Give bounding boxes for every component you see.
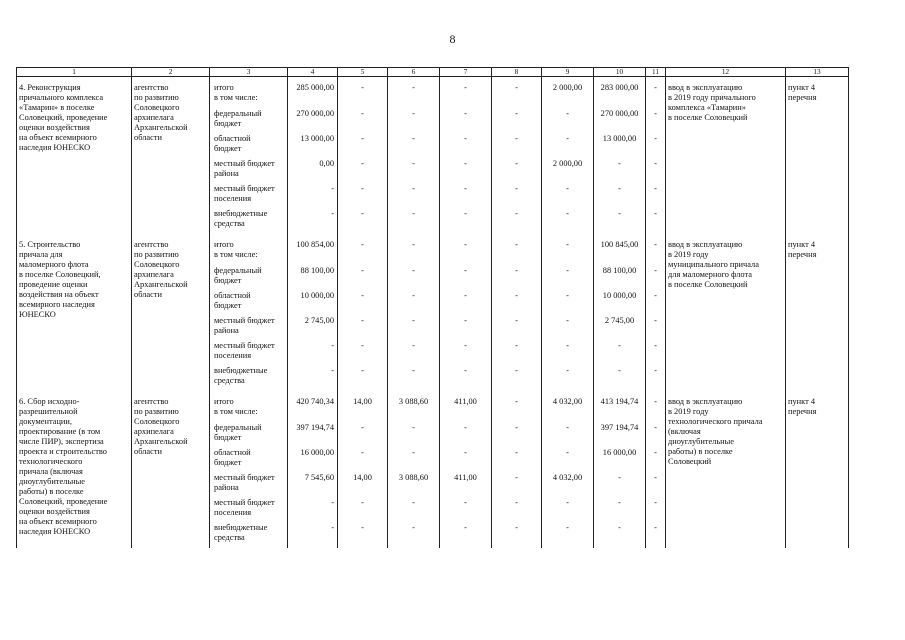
source-label: областной бюджет xyxy=(210,134,288,159)
list-item-ref: пункт 4 перечня xyxy=(786,234,849,391)
value-cell: - xyxy=(542,423,594,448)
empty-cell xyxy=(542,93,594,109)
value-cell: - xyxy=(646,234,666,250)
empty-cell xyxy=(440,407,492,423)
value-cell: 10 000,00 xyxy=(288,291,338,316)
value-cell: - xyxy=(440,341,492,366)
value-cell: - xyxy=(646,316,666,341)
value-cell: - xyxy=(288,184,338,209)
value-cell: - xyxy=(338,366,388,391)
value-cell: - xyxy=(542,266,594,291)
source-label: итого xyxy=(210,391,288,407)
empty-cell xyxy=(492,407,542,423)
value-cell: - xyxy=(492,523,542,548)
value-cell: - xyxy=(338,266,388,291)
value-cell: - xyxy=(492,341,542,366)
responsible-agency: агентство по развитию Соловецкого архипелага Архангельской области xyxy=(132,234,210,391)
col-header: 13 xyxy=(786,68,849,77)
value-cell: - xyxy=(388,266,440,291)
value-cell: - xyxy=(492,366,542,391)
program-table xyxy=(16,67,849,548)
value-cell: - xyxy=(646,523,666,548)
col-header: 10 xyxy=(594,68,646,77)
value-cell: - xyxy=(338,234,388,250)
source-label: местный бюджет района xyxy=(210,159,288,184)
value-cell: 3 088,60 xyxy=(388,391,440,407)
value-cell: - xyxy=(492,234,542,250)
col-header: 2 xyxy=(132,68,210,77)
value-cell: - xyxy=(492,498,542,523)
responsible-agency: агентство по развитию Соловецкого архипелага Архангельской области xyxy=(132,77,210,235)
value-cell: - xyxy=(288,366,338,391)
value-cell: - xyxy=(492,109,542,134)
value-cell: - xyxy=(338,423,388,448)
value-cell: - xyxy=(646,159,666,184)
col-header: 12 xyxy=(666,68,786,77)
col-header: 11 xyxy=(646,68,666,77)
value-cell: - xyxy=(388,109,440,134)
col-header: 1 xyxy=(17,68,132,77)
value-cell: - xyxy=(646,134,666,159)
value-cell: - xyxy=(542,209,594,234)
empty-cell xyxy=(288,93,338,109)
value-cell: - xyxy=(492,134,542,159)
value-cell: 413 194,74 xyxy=(594,391,646,407)
value-cell: 13 000,00 xyxy=(288,134,338,159)
col-header: 3 xyxy=(210,68,288,77)
value-cell: - xyxy=(646,423,666,448)
project-name: 4. Реконструкция причального комплекса «Тамарин» в поселке Соловецкий, проведение оценки воздействия на объект всемирного наследия ЮНЕСКО xyxy=(17,77,132,235)
project-name: 6. Сбор исходно- разрешительной документации, проектирование (в том числе ПИР), экспертиза проекта и строительство технологического причала (включая дноуглубительные работы) в поселке Соловецкий, проведение оценки воздействия на объект всемирного наследия ЮНЕСКО xyxy=(17,391,132,548)
value-cell: - xyxy=(288,341,338,366)
including-label: в том числе: xyxy=(210,250,288,266)
column-number-row xyxy=(17,68,849,77)
value-cell: - xyxy=(388,366,440,391)
value-cell: - xyxy=(492,184,542,209)
value-cell: 88 100,00 xyxy=(594,266,646,291)
value-cell: 13 000,00 xyxy=(594,134,646,159)
responsible-agency: агентство по развитию Соловецкого архипелага Архангельской области xyxy=(132,391,210,548)
empty-cell xyxy=(594,407,646,423)
value-cell: - xyxy=(388,341,440,366)
col-header: 6 xyxy=(388,68,440,77)
value-cell: 285 000,00 xyxy=(288,77,338,94)
empty-cell xyxy=(338,250,388,266)
value-cell: - xyxy=(440,316,492,341)
value-cell: 397 194,74 xyxy=(288,423,338,448)
value-cell: 100 845,00 xyxy=(594,234,646,250)
empty-cell xyxy=(646,250,666,266)
including-label: в том числе: xyxy=(210,93,288,109)
value-cell: - xyxy=(646,341,666,366)
value-cell: - xyxy=(388,77,440,94)
source-label: федеральный бюджет xyxy=(210,266,288,291)
empty-cell xyxy=(594,93,646,109)
value-cell: - xyxy=(594,366,646,391)
value-cell: - xyxy=(338,448,388,473)
value-cell: - xyxy=(492,266,542,291)
value-cell: - xyxy=(646,498,666,523)
source-label: внебюджетные средства xyxy=(210,523,288,548)
value-cell: - xyxy=(542,523,594,548)
value-cell: 16 000,00 xyxy=(288,448,338,473)
value-cell: 2 000,00 xyxy=(542,77,594,94)
value-cell: - xyxy=(646,473,666,498)
value-cell: 411,00 xyxy=(440,473,492,498)
value-cell: 420 740,34 xyxy=(288,391,338,407)
value-cell: - xyxy=(388,134,440,159)
value-cell: 4 032,00 xyxy=(542,391,594,407)
value-cell: - xyxy=(338,316,388,341)
value-cell: - xyxy=(388,184,440,209)
value-cell: - xyxy=(440,523,492,548)
empty-cell xyxy=(542,407,594,423)
including-label: в том числе: xyxy=(210,407,288,423)
value-cell: - xyxy=(338,184,388,209)
value-cell: - xyxy=(288,209,338,234)
value-cell: - xyxy=(594,184,646,209)
value-cell: - xyxy=(440,134,492,159)
value-cell: - xyxy=(492,291,542,316)
value-cell: - xyxy=(440,159,492,184)
value-cell: - xyxy=(440,423,492,448)
value-cell: - xyxy=(440,266,492,291)
value-cell: - xyxy=(492,473,542,498)
source-label: итого xyxy=(210,234,288,250)
value-cell: - xyxy=(338,341,388,366)
value-cell: 411,00 xyxy=(440,391,492,407)
value-cell: - xyxy=(388,209,440,234)
value-cell: - xyxy=(542,366,594,391)
project-total-row xyxy=(17,391,849,407)
empty-cell xyxy=(388,250,440,266)
value-cell: 7 545,60 xyxy=(288,473,338,498)
page-number: 8 xyxy=(449,32,456,46)
value-cell: 100 854,00 xyxy=(288,234,338,250)
value-cell: - xyxy=(338,134,388,159)
value-cell: - xyxy=(542,109,594,134)
value-cell: - xyxy=(388,316,440,341)
value-cell: - xyxy=(338,523,388,548)
value-cell: 88 100,00 xyxy=(288,266,338,291)
empty-cell xyxy=(440,250,492,266)
value-cell: 10 000,00 xyxy=(594,291,646,316)
value-cell: - xyxy=(646,184,666,209)
value-cell: - xyxy=(492,159,542,184)
source-label: итого xyxy=(210,77,288,94)
value-cell: - xyxy=(646,291,666,316)
value-cell: 16 000,00 xyxy=(594,448,646,473)
empty-cell xyxy=(338,407,388,423)
value-cell: 0,00 xyxy=(288,159,338,184)
source-label: областной бюджет xyxy=(210,291,288,316)
value-cell: - xyxy=(594,341,646,366)
value-cell: - xyxy=(492,316,542,341)
value-cell: 4 032,00 xyxy=(542,473,594,498)
value-cell: - xyxy=(646,266,666,291)
value-cell: - xyxy=(388,291,440,316)
value-cell: 283 000,00 xyxy=(594,77,646,94)
col-header: 9 xyxy=(542,68,594,77)
list-item-ref: пункт 4 перечня xyxy=(786,77,849,235)
empty-cell xyxy=(338,93,388,109)
value-cell: - xyxy=(646,391,666,407)
empty-cell xyxy=(288,407,338,423)
value-cell: 397 194,74 xyxy=(594,423,646,448)
value-cell: - xyxy=(338,498,388,523)
value-cell: 2 745,00 xyxy=(594,316,646,341)
source-label: областной бюджет xyxy=(210,448,288,473)
empty-cell xyxy=(388,93,440,109)
value-cell: - xyxy=(338,209,388,234)
project-total-row xyxy=(17,234,849,250)
value-cell: - xyxy=(338,291,388,316)
empty-cell xyxy=(388,407,440,423)
value-cell: - xyxy=(542,448,594,473)
value-cell: - xyxy=(440,209,492,234)
source-label: внебюджетные средства xyxy=(210,366,288,391)
value-cell: - xyxy=(492,209,542,234)
value-cell: 3 088,60 xyxy=(388,473,440,498)
value-cell: - xyxy=(542,341,594,366)
source-label: местный бюджет района xyxy=(210,316,288,341)
value-cell: - xyxy=(542,184,594,209)
value-cell: - xyxy=(338,77,388,94)
value-cell: - xyxy=(646,366,666,391)
empty-cell xyxy=(594,250,646,266)
value-cell: - xyxy=(388,423,440,448)
expected-result: ввод в эксплуатацию в 2019 году муниципального причала для маломерного флота в поселке Соловецкий xyxy=(666,234,786,391)
value-cell: - xyxy=(594,473,646,498)
value-cell: 14,00 xyxy=(338,473,388,498)
value-cell: - xyxy=(440,498,492,523)
source-label: федеральный бюджет xyxy=(210,423,288,448)
value-cell: 2 000,00 xyxy=(542,159,594,184)
value-cell: - xyxy=(440,109,492,134)
value-cell: - xyxy=(646,77,666,94)
value-cell: - xyxy=(542,498,594,523)
col-header: 7 xyxy=(440,68,492,77)
value-cell: - xyxy=(388,448,440,473)
source-label: местный бюджет поселения xyxy=(210,184,288,209)
value-cell: - xyxy=(388,234,440,250)
value-cell: - xyxy=(288,523,338,548)
value-cell: - xyxy=(440,234,492,250)
value-cell: - xyxy=(594,498,646,523)
value-cell: - xyxy=(440,77,492,94)
value-cell: - xyxy=(542,316,594,341)
col-header: 4 xyxy=(288,68,338,77)
empty-cell xyxy=(492,250,542,266)
expected-result: ввод в эксплуатацию в 2019 году технологического причала (включая дноуглубительные работы) в поселке Соловецкий xyxy=(666,391,786,548)
value-cell: - xyxy=(594,209,646,234)
value-cell: - xyxy=(388,498,440,523)
project-name: 5. Строительство причала для маломерного флота в поселке Соловецкий, проведение оценки воздействия на объект всемирного наследия ЮНЕСКО xyxy=(17,234,132,391)
value-cell: - xyxy=(542,134,594,159)
value-cell: - xyxy=(388,523,440,548)
value-cell: - xyxy=(440,366,492,391)
value-cell: 2 745,00 xyxy=(288,316,338,341)
value-cell: - xyxy=(646,448,666,473)
value-cell: 270 000,00 xyxy=(594,109,646,134)
empty-cell xyxy=(542,250,594,266)
value-cell: - xyxy=(646,209,666,234)
value-cell: - xyxy=(440,184,492,209)
value-cell: - xyxy=(646,109,666,134)
expected-result: ввод в эксплуатацию в 2019 году причального комплекса «Тамарин» в поселке Соловецкий xyxy=(666,77,786,235)
empty-cell xyxy=(492,93,542,109)
value-cell: - xyxy=(492,448,542,473)
value-cell: 14,00 xyxy=(338,391,388,407)
value-cell: - xyxy=(542,234,594,250)
source-label: местный бюджет поселения xyxy=(210,341,288,366)
col-header: 8 xyxy=(492,68,542,77)
source-label: федеральный бюджет xyxy=(210,109,288,134)
empty-cell xyxy=(646,407,666,423)
value-cell: - xyxy=(440,291,492,316)
value-cell: - xyxy=(492,391,542,407)
source-label: внебюджетные средства xyxy=(210,209,288,234)
source-label: местный бюджет поселения xyxy=(210,498,288,523)
value-cell: - xyxy=(594,523,646,548)
value-cell: - xyxy=(288,498,338,523)
value-cell: - xyxy=(338,159,388,184)
value-cell: 270 000,00 xyxy=(288,109,338,134)
value-cell: - xyxy=(440,448,492,473)
value-cell: - xyxy=(492,423,542,448)
source-label: местный бюджет района xyxy=(210,473,288,498)
empty-cell xyxy=(288,250,338,266)
list-item-ref: пункт 4 перечня xyxy=(786,391,849,548)
empty-cell xyxy=(646,93,666,109)
empty-cell xyxy=(440,93,492,109)
value-cell: - xyxy=(492,77,542,94)
col-header: 5 xyxy=(338,68,388,77)
value-cell: - xyxy=(338,109,388,134)
value-cell: - xyxy=(542,291,594,316)
project-total-row xyxy=(17,77,849,94)
value-cell: - xyxy=(594,159,646,184)
value-cell: - xyxy=(388,159,440,184)
